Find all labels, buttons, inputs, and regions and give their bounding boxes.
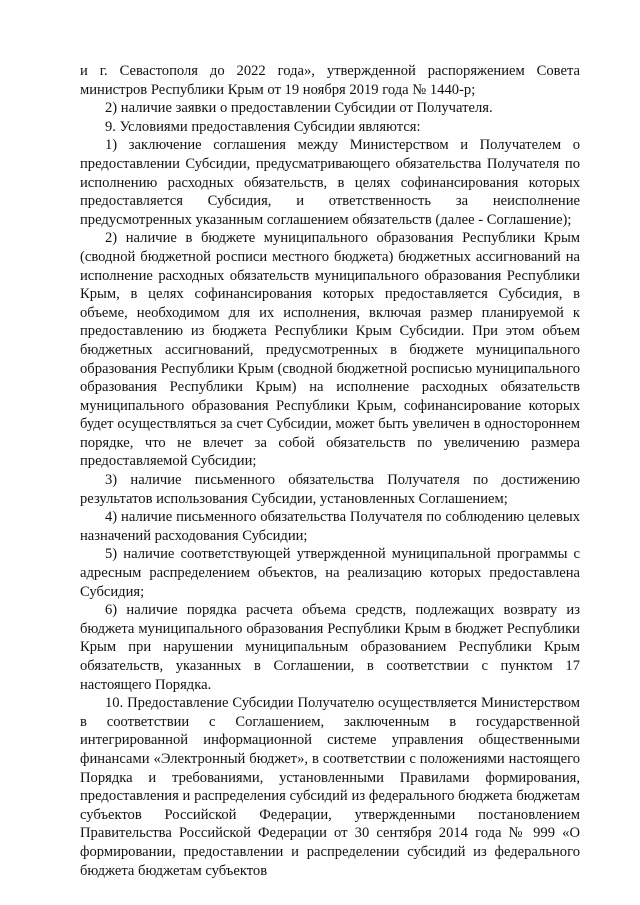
paragraph-section-10: 10. Предоставление Субсидии Получателю осуществляется Министерством в соответствии с Соглашением, заключенным в государственной интегрированной информационной системе управления общественными финансами «Электронный бюджет», в соответствии с положениями настоящего Порядка и требованиями, установленными Правилами формирования, предоставления и распределения субсидий из федерального бюджета бюджетам субъектов Российской Федерации, утвержденными постановлением Правительства Российской Федерации от 30 сентября 2014 года № 999 «О формировании, предоставлении и распределении субсидий из федерального бюджета бюджетам субъектов (80, 695, 580, 879)
paragraph-item-2-application: 2) наличие заявки о предоставлении Субсидии от Получателя. (105, 100, 493, 117)
paragraph-condition-5: 5) наличие соответствующей утвержденной муниципальной программы с адресным распределением объектов, на реализацию которых предоставлена Субсидия; (80, 546, 580, 600)
paragraph-condition-3: 3) наличие письменного обязательства Получателя по достижению результатов использования Субсидии, установленных Соглашением; (80, 472, 580, 507)
paragraph-section-9-heading: 9. Условиями предоставления Субсидии являются: (105, 118, 421, 135)
paragraph-condition-4: 4) наличие письменного обязательства Получателя по соблюдению целевых назначений расходования Субсидии; (80, 509, 580, 544)
paragraph-condition-1: 1) заключение соглашения между Министерством и Получателем о предоставлении Субсидии, предусматривающего обязательства Получателя по исполнению расходных обязательств, в целях софинансирования которых предоставляется Субсидия, и ответственность за неисполнение предусмотренных указанным соглашением обязательств (далее - Соглашение); (80, 137, 580, 228)
document-page (80, 62, 580, 880)
paragraph-condition-2: 2) наличие в бюджете муниципального образования Республики Крым (сводной бюджетной росписи местного бюджета) бюджетных ассигнований на исполнение расходных обязательств муниципального образования Республики Крым, в целях софинансирования которых предоставляется Субсидия, в объеме, необходимом для их исполнения, включая размер планируемой к предоставлению из бюджета Республики Крым Субсидии. При этом объем бюджетных ассигнований, предусмотренных в бюджете муниципального образования Республики Крым (сводной бюджетной росписью муниципального образования Республики Крым) на исполнение расходных обязательств муниципального образования Республики Крым, софинансирование которых будет осуществляться за счет Субсидии, может быть увеличен в одностороннем порядке, что не влечет за собой обязательств по увеличению размера предоставляемой Субсидии; (80, 230, 580, 470)
paragraph-condition-6: 6) наличие порядка расчета объема средств, подлежащих возврату из бюджета муниципального образования Республики Крым в бюджет Республики Крым при нарушении муниципальным образованием Республики Крым обязательств, указанных в Соглашении, в соответствии с пунктом 17 настоящего Порядка. (80, 602, 580, 693)
paragraph-continuation: и г. Севастополя до 2022 года», утвержденной распоряжением Совета министров Республики Крым от 19 ноября 2019 года № 1440-р; (80, 63, 580, 98)
